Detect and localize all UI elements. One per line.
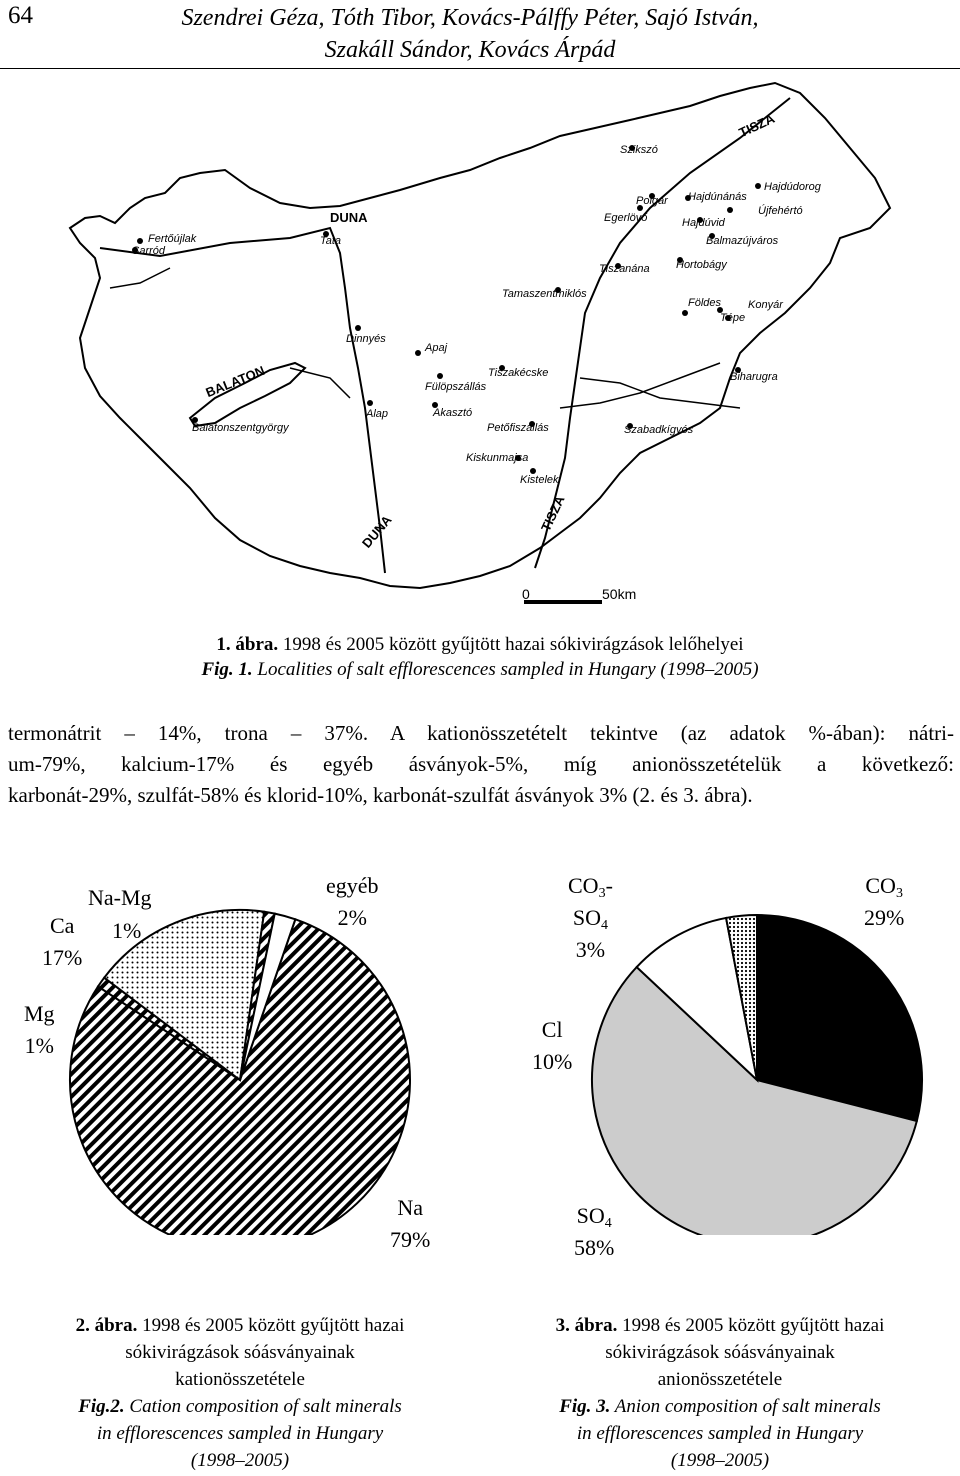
balaton-label: BALATON [203, 362, 267, 401]
tisza-north-label: TISZA [736, 110, 777, 141]
anion-pie-chart [592, 915, 922, 1235]
figure-1-en-label: Fig. 1. [201, 659, 253, 680]
label-co3-so4: $CO_3-$ $SO_4$ 3% [568, 873, 613, 962]
locality-kiskunmajsa: Kiskunmajsa [466, 452, 529, 464]
locality-tiszanana: Tiszanána [599, 263, 650, 275]
locality-egerlovo: Egerlövő [604, 212, 648, 224]
locality-kistelek: Kistelek [520, 474, 559, 486]
figure-2-caption: 2. ábra. 1998 és 2005 között gyűjtött hazai sókivirágzások sóásványainak kationösszetétele Fig.2. Cation composition of salt minerals in efflorescences sampled in Hungary (1998–2005) [75, 1315, 405, 1471]
cation-pie-chart [70, 910, 410, 1235]
locality-balmazujvaros: Balmazújváros [706, 235, 779, 247]
body-line-1: termonátrit – 14%, trona – 37%. A kationösszetételt tekintve (az adatok %-ában): nátri- [8, 721, 954, 745]
country-border [70, 83, 890, 588]
body-paragraph [8, 718, 954, 811]
figure-1-hu-label: 1. ábra. [216, 634, 279, 655]
locality-petofiszallas: Petőfiszállás [487, 422, 549, 434]
header-rule [0, 68, 960, 69]
scale-distance: 50km [602, 586, 637, 602]
label-na: Na 79% [390, 1195, 431, 1252]
locality-biharugra: Biharugra [730, 371, 778, 383]
figure-1-caption [0, 632, 960, 682]
authors-line-1: Szendrei Géza, Tóth Tibor, Kovács-Pálffy Péter, Sajó István, [181, 5, 759, 31]
body-line-2: um-79%, kalcium-17% és egyéb ásványok-5%, míg anionösszetételük a következő: [8, 752, 954, 776]
scale-zero: 0 [522, 586, 530, 602]
authors-line-2: Szakáll Sándor, Kovács Árpád [324, 37, 616, 63]
locality-apaj: Apaj [425, 342, 448, 354]
locality-tiszakecske: Tiszakécske [488, 367, 549, 379]
label-cl: Cl 10% [532, 1017, 573, 1074]
locality-fulopszallas: Fülöpszállás [425, 381, 487, 393]
pie-charts-svg [0, 905, 960, 1235]
locality-akaszto: Akasztó [433, 407, 473, 419]
locality-dinnyes: Dinnyés [346, 333, 386, 345]
locality-szabadkigyos: Szabadkígyós [624, 424, 694, 436]
map-outline [40, 78, 920, 618]
locality-balatonszentgyorgy: Balatonszentgyörgy [192, 422, 289, 434]
label-co3: $CO_3$ 29% [864, 873, 905, 930]
duna-south-label: DUNA [358, 512, 395, 551]
locality-szikszo: Szikszó [620, 144, 658, 156]
locality-hajdudorog: Hajdúdorog [764, 181, 821, 193]
figure-1-hu-text: 1998 és 2005 között gyűjtött hazai sókivirágzások lelőhelyei [278, 634, 744, 655]
locality-hortobagy: Hortobágy [676, 259, 727, 271]
locality-tepe: Tépe [720, 312, 746, 324]
hungary-map [40, 78, 920, 618]
locality-alap: Alap [366, 408, 389, 420]
locality-ujfeherto: Újfehértó [758, 205, 803, 217]
locality-polgar: Polgár [636, 195, 668, 207]
locality-hajdunanas: Hajdúnánás [688, 191, 747, 203]
locality-hajduvid: Hajdúvid [682, 217, 725, 229]
figure-1-en-text: Localities of salt efflorescences sampled in Hungary (1998–2005) [252, 659, 759, 680]
raba-river [110, 268, 170, 288]
locality-foldes: Földes [688, 297, 722, 309]
label-na-mg-pct: 1% [112, 918, 142, 943]
label-mg: Mg 1% [24, 1001, 55, 1058]
sio-channel [290, 368, 350, 398]
locality-fertoujlak: Fertőújlak [148, 233, 197, 245]
authors [150, 2, 790, 66]
page-number: 64 [8, 2, 33, 29]
kores-river [560, 363, 720, 408]
figure-3-caption: 3. ábra. 1998 és 2005 között gyűjtött hazai sókivirágzások sóásványainak anionösszetétele Fig. 3. Anion composition of salt minerals in efflorescences sampled in Hungary (1998–2005) [555, 1315, 885, 1471]
duna-river [100, 228, 385, 573]
locality-sarrod: Sarród [132, 245, 166, 257]
label-so4: $SO_4$ 58% [574, 1203, 615, 1260]
tisza-river [535, 98, 790, 568]
label-na-mg: Na-Mg [88, 885, 152, 910]
locality-tata: Tata [320, 235, 342, 247]
label-ca: Ca 17% [42, 913, 83, 970]
tisza-tributary [580, 378, 740, 408]
body-line-3: karbonát-29%, szulfát-58% és klorid-10%, karbonát-szulfát ásványok 3% (2. és 3. ábra). [8, 783, 753, 807]
label-egyeb: egyéb 2% [326, 873, 379, 930]
tisza-south-label: TISZA [538, 493, 568, 534]
duna-north-label: DUNA [330, 210, 368, 225]
locality-tamaszentmiklos: Tamaszentmiklós [502, 288, 587, 300]
locality-konyar: Konyár [748, 299, 783, 311]
